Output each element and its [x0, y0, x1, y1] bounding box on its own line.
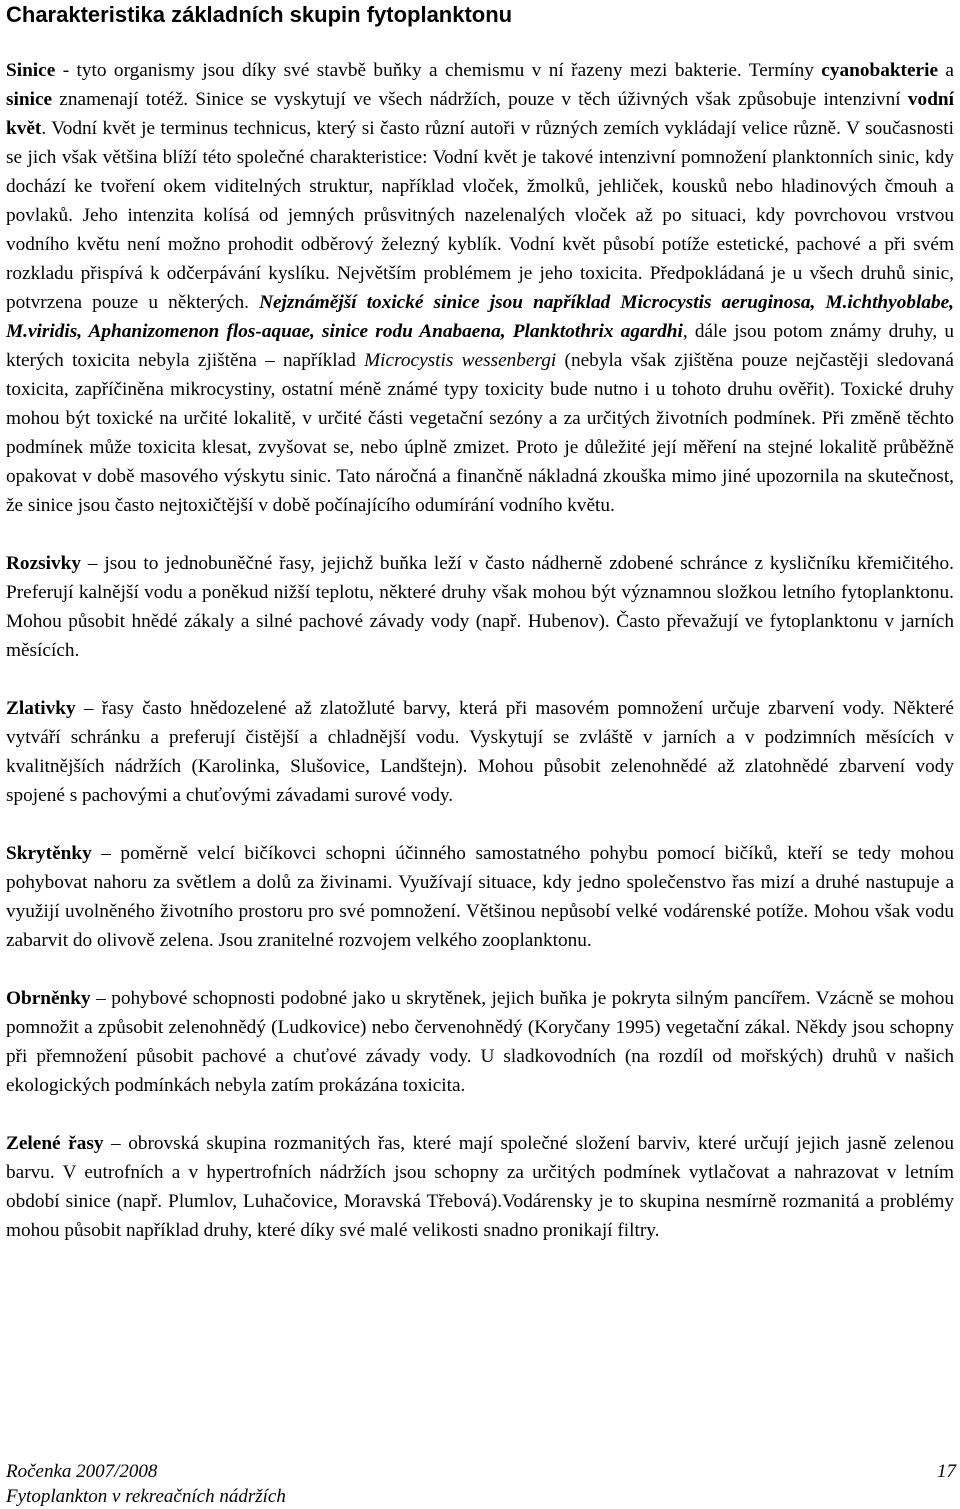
- footer-yearbook: Ročenka 2007/2008: [6, 1461, 158, 1482]
- term-zlativky: Zlativky: [6, 698, 76, 719]
- paragraph-zlativky: Zlativky – řasy často hnědozelené až zlatožluté barvy, která při masovém pomnožení určuje zbarvení vody. Některé vytváří schránku a preferují čistější a chladnější vodu. Vyskytují se zvláště v jarních a v podzimních měsících v kvalitnějších nádržích (Karolinka, Slušovice, Landštejn). Mohou působit zelenohnědé až zlatohnědé zbarvení vody spojené s pachovými a chuťovými závadami surové vody.: [6, 698, 954, 806]
- term-vodni-kvet: vodní květ: [6, 89, 954, 139]
- toxic-species-highlight: Nejznámější toxické sinice jsou například Microcystis aeruginosa, M.ichthyoblabe, M.viridis, Aphanizomenon flos-aquae, sinice rodu Anabaena, Planktothrix agardhi: [6, 292, 955, 342]
- term-rozsivky: Rozsivky: [6, 553, 81, 574]
- document-page: [6, 0, 954, 1245]
- species-name: Microcystis wessenbergi: [364, 350, 557, 371]
- page-footer: [6, 1459, 956, 1509]
- paragraph-rozsivky: Rozsivky – jsou to jednobuněčné řasy, jejichž buňka leží v často nádherně zdobené schránce z kysličníku křemičitého. Preferují kalnější vodu a poněkud nižší teplotu, některé druhy však mohou být významnou složkou letního fytoplanktonu. Mohou působit hnědé zákaly a silné pachové závady vody (např. Hubenov). Často převažují ve fytoplanktonu v jarních měsících.: [6, 553, 954, 661]
- term-skrytenky: Skrytěnky: [6, 843, 92, 864]
- term-zelene-rasy: Zelené řasy: [6, 1133, 104, 1154]
- paragraph-sinice: Sinice - tyto organismy jsou díky své stavbě buňky a chemismu v ní řazeny mezi bakterie. Termíny cyanobakterie a sinice znamenají totéž. Sinice se vyskytují ve všech nádržích, pouze v těch úživných však způsobuje intenzivní vodní květ. Vodní květ je terminus technicus, který si často různí autoři v různých zemích vykládají velice různě. V současnosti se jich však většina blíží této společné charakteristice: Vodní květ je takové intenzivní pomnožení planktonních sinic, kdy dochází ke tvoření okem viditelných struktur, například vloček, žmolků, jehliček, kousků nebo hladinových čmouh a povlaků. Jeho intenzita kolísá od jemných průsvitných nazelenalých vloček až po situaci, kdy povrchovou vrstvou vodního květu není možno prohodit odběrový železný kyblík. Vodní květ působí potíže estetické, pachové a při svém rozkladu přispívá k odčerpávání kyslíku. Největším problémem je jeho toxicita. Předpokládaná je u všech druhů sinic, potvrzena pouze u některých. Nejznámější toxické sinice jsou například Microcystis aeruginosa, M.ichthyoblabe, M.viridis, Aphanizomenon flos-aquae, sinice rodu Anabaena, Planktothrix agardhi, dále jsou potom známy druhy, u kterých toxicita nebyla zjištěna – například Microcystis wessenbergi (nebyla však zjištěna pouze nejčastěji sledovaná toxicita, zapříčiněna mikrocystiny, ostatní méně známé typy toxicity bude nutno i u tohoto druhu ověřit). Toxické druhy mohou být toxické na určité lokalitě, v určité části vegetační sezóny a za určitých životních podmínek. Při změně těchto podmínek může toxicita klesat, zvyšovat se, nebo úplně zmizet. Proto je důležité její měření na stejné lokalitě průběžně opakovat v době masového výskytu sinic. Tato náročná a finančně nákladná zkouška mimo jiné upozornila na skutečnost, že sinice jsou často nejtoxičtější v době počínajícího odumírání vodního květu.: [6, 60, 955, 516]
- page-title: Charakteristika základních skupin fytoplanktonu: [6, 2, 513, 27]
- paragraph-zelene-rasy: Zelené řasy – obrovská skupina rozmanitých řas, které mají společné složení barviv, které určují jejich jasně zelenou barvu. V eutrofních a v hypertrofních nádržích jsou schopny za určitých podmínek vytlačovat a nahrazovat v letním období sinice (např. Plumlov, Luhačovice, Moravská Třebová).Vodárensky je to skupina nesmírně rozmanitá a problémy mohou působit například druhy, které díky své malé velikosti snadno pronikají filtry.: [6, 1133, 955, 1241]
- footer-subtitle: Fytoplankton v rekreačních nádržích: [6, 1486, 286, 1507]
- paragraph-skrytenky: Skrytěnky – poměrně velcí bičíkovci schopni účinného samostatného pohybu pomocí bičíků, kteří se tedy mohou pohybovat nahoru za světlem a dolů za živinami. Využívají situace, kdy jedno společenstvo řas mizí a druhé nastupuje a využijí uvolněného životního prostoru pro své pomnožení. Většinou nepůsobí velké vodárenské potíže. Mohou však vodu zabarvit do olivově zelena. Jsou zranitelné rozvojem velkého zooplanktonu.: [6, 843, 954, 951]
- paragraph-obrnenky: Obrněnky – pohybové schopnosti podobné jako u skrytěnek, jejich buňka je pokryta silným pancířem. Vzácně se mohou pomnožit a způsobit zelenohnědý (Ludkovice) nebo červenohnědý (Koryčany 1995) vegetační zákal. Někdy jsou schopny při přemnožení působit pachové a chuťové závady vody. U sladkovodních (na rozdíl od mořských) druhů v našich ekologických podmínkách nebyla zatím prokázána toxicita.: [6, 988, 954, 1096]
- term-sinice-inline: sinice: [6, 89, 53, 110]
- term-cyanobakterie: cyanobakterie: [821, 60, 939, 81]
- term-obrnenky: Obrněnky: [6, 988, 91, 1009]
- page-number: 17: [937, 1461, 956, 1482]
- term-sinice: Sinice: [6, 60, 56, 81]
